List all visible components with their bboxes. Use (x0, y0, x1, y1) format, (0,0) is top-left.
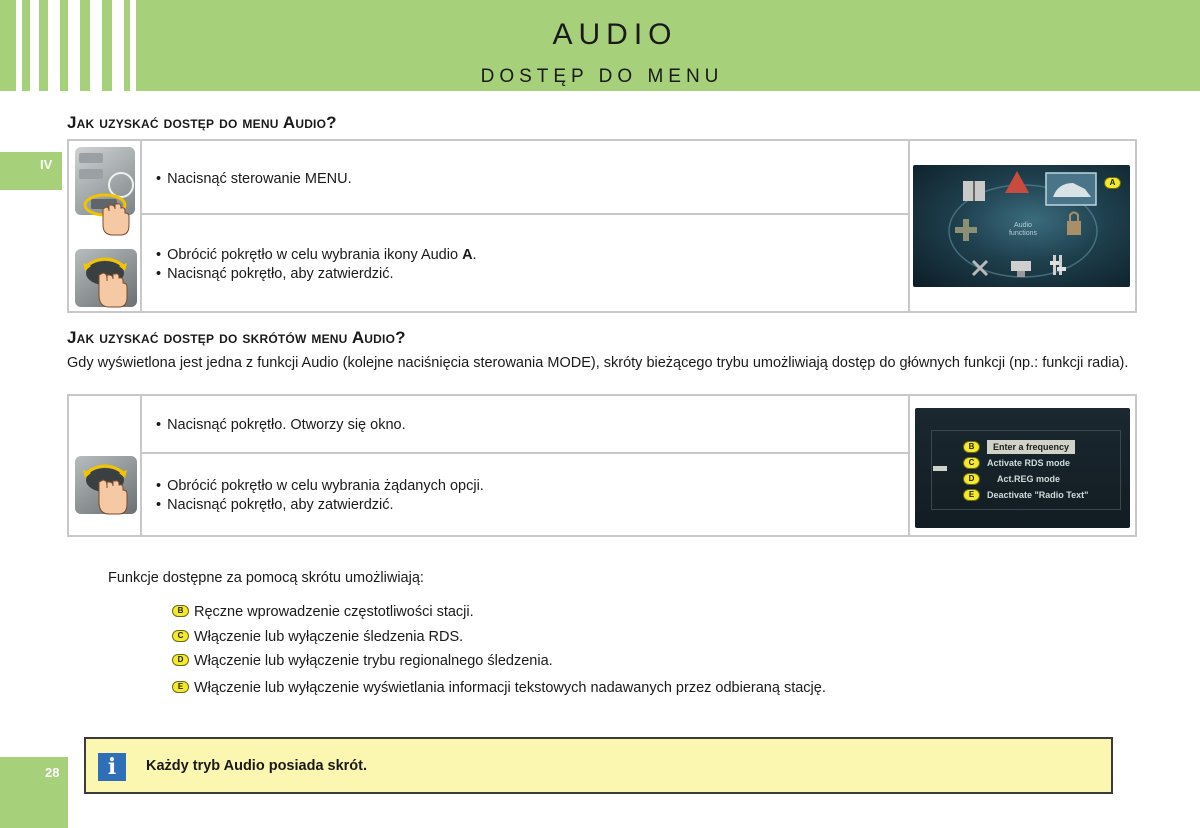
section-title-menu-access: Jak uzyskać dostęp do menu Audio? (67, 113, 337, 132)
step-text: • Nacisnąć sterowanie MENU. (156, 171, 352, 187)
page-subtitle: DOSTĘP DO MENU (480, 66, 724, 87)
info-text: Każdy tryb Audio posiada skrót. (146, 758, 368, 774)
rotary-knob-icon (75, 249, 137, 307)
step-text: • Nacisnąć pokrętło, aby zatwierdzić. (156, 266, 394, 282)
menu-button-press-icon (75, 147, 135, 215)
page-number: 28 (0, 757, 68, 828)
badge-e: E (172, 681, 189, 693)
step-text: • Nacisnąć pokrętło, aby zatwierdzić. (156, 497, 394, 513)
function-item: E Włączenie lub wyłączenie wyświetlania informacji tekstowych nadawanych przez odbieraną stację. (172, 680, 826, 696)
badge-d: D (172, 654, 189, 666)
instruction-table-shortcuts (67, 394, 1137, 537)
info-box (84, 737, 1113, 794)
shortcut-menu-item: D Act.REG mode (963, 472, 1123, 486)
screen-shot-cell (908, 141, 1135, 311)
function-item: D Włączenie lub wyłączenie trybu regionalnego śledzenia. (172, 653, 553, 669)
info-icon: i (98, 753, 126, 781)
function-item: B Ręczne wprowadzenie częstotliwości stacji. (172, 604, 474, 620)
function-item: C Włączenie lub wyłączenie śledzenia RDS. (172, 629, 463, 645)
shortcut-menu-item: E Deactivate "Radio Text" (963, 488, 1123, 502)
section-title-shortcuts: Jak uzyskać dostęp do skrótów menu Audio? (67, 328, 406, 347)
step-text: • Obrócić pokrętło w celu wybrania żądanych opcji. (156, 478, 484, 494)
functions-title: Funkcje dostępne za pomocą skrótu umożliwiają: (108, 570, 424, 586)
step-text-rotate: • Obrócić pokrętło w celu wybrania ikony Audio A. (156, 247, 477, 263)
instruction-table-menu (67, 139, 1137, 313)
chapter-tab: IV (0, 152, 62, 190)
shortcut-menu-item: C Activate RDS mode (963, 456, 1123, 470)
page-title: AUDIO (552, 18, 678, 51)
rotary-knob-icon (75, 456, 137, 514)
shortcuts-intro: Gdy wyświetlona jest jedna z funkcji Audio (kolejne naciśnięcia sterowania MODE), skróty bieżącego trybu umożliwiają dostęp do głównych funkcji (np.: funkcji radia). (67, 355, 1129, 371)
instruction-icons (69, 141, 142, 311)
step-row (142, 141, 908, 215)
shortcut-menu-item: B Enter a frequency (963, 440, 1123, 454)
badge-b: B (172, 605, 189, 617)
instruction-icons (69, 396, 142, 535)
step-row (142, 454, 908, 537)
step-row (142, 396, 908, 454)
badge-c: C (172, 630, 189, 642)
screen-shot-cell (908, 396, 1135, 535)
shortcut-menu-screen (915, 408, 1130, 528)
page-header (0, 0, 1200, 91)
audio-menu-screen (913, 165, 1130, 287)
step-text: • Nacisnąć pokrętło. Otworzy się okno. (156, 417, 406, 433)
badge-a: A (1104, 177, 1121, 189)
step-row (142, 215, 908, 313)
screen-center-label: Audio functions (1008, 222, 1038, 237)
